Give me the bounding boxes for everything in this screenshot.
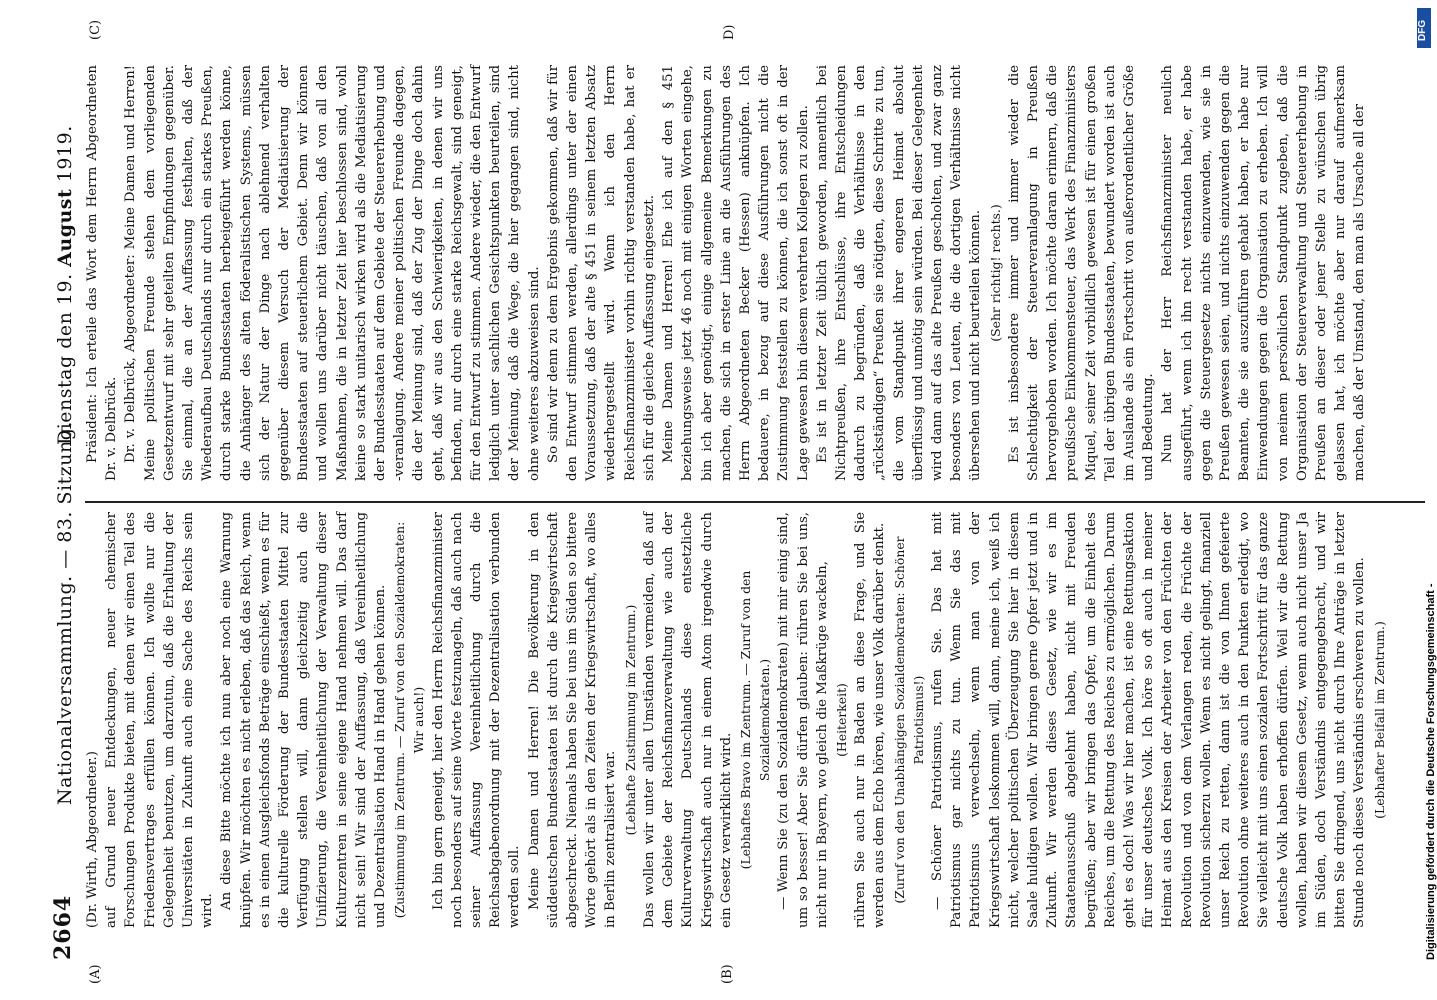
paragraph: Das wollen wir unter allen Umständen vermeiden, daß auf dem Gebiete der Reichsfinanzverwaltung wie auch der Kulturverwaltung Deutschlands diese entsetzliche Kriegswirtschaft auch nur in einem Atom irgendwie durch ein Gesetz verwirklicht wird. <box>641 512 734 928</box>
paragraph: Meine Damen und Herren! Die Bevölkerung in den süddeutschen Bundesstaaten ist durch die Kriegswirtschaft abgeschreckt. Niemals haben Sie bei uns im Süden so bittere Worte gehört als in den Zeiten der Kriegswirtschaft, wo alles in Berlin zentralisiert war. <box>526 512 619 928</box>
stage-direction: (Lebhafter Beifall im Zentrum.) <box>1371 621 1387 819</box>
stage-direction: (Lebhaftes Bravo im Zentrum. — Zuruf von den Sozialdemokraten.) <box>737 570 773 870</box>
paragraph: So sind wir denn zu dem Ergebnis gekommen, daß wir für den Entwurf stimmen werden, allerdings unter der einen Voraussetzung, daß der alte § 451 in seinem letzten Absatz wiederhergestellt wird. Wenn ich den Herrn Reichsfinanzminister vorhin richtig verstanden habe, hat er sich für die gleiche Auffassung eingesetzt. <box>545 65 657 481</box>
paragraph: Dr. v. Delbrück, Abgeordneter: Meine Damen und Herren! Meine politischen Freunde stehen dem vorliegenden Gesetzentwurf mit sehr geteilten Empfindungen gegenüber. Sie einmal, die an der Auffassung festhalten, daß der Wiederaufbau Deutschlands nur durch ein starkes Preußen, durch starke Bundesstaaten herbeigeführt werden könne, die Anhänger des alten föderalistischen Systems, müssen sich der Natur der Dinge nach ablehnend verhalten gegenüber diesem Versuch der Mediatisierung der Bundesstaaten auf steuerlichem Gebiet. Denn wir können und wollen uns darüber nicht täuschen, daß von all den Maßnahmen, die in letzter Zeit hier beschlossen sind, wohl keine so stark unitarisch wirken wird als die Mediatisierung der Bundesstaaten auf dem Gebiete der Steuererhebung und -veranlagung. Andere meiner politischen Freunde dagegen, die der Meinung sind, daß der Zug der Dinge doch dahin geht, daß wir aus den Schwierigkeiten, in denen wir uns befinden, nur durch eine starke Reichsgewalt, sind geneigt, für den Entwurf zu stimmen. Andere wieder, die den Entwurf lediglich unter sachlichen Gesichtspunkten beurteilen, sind der Meinung, daß die Wege, die hier gegangen sind, nicht ohne weiteres abzuweisen sind. <box>123 65 542 481</box>
stage-direction: (Zustimmung im Zentrum. — Zuruf von den Sozialdemokraten: Wir auch!) <box>392 521 427 919</box>
running-head-left: Nationalversammlung. — 83. Sitzung. <box>54 421 76 805</box>
digitization-credit: Digitalisierung gefördert durch die Deutsche Forschungsgemeinschaft - <box>1425 583 1437 960</box>
stage-direction: (Lebhafte Zustimmung im Zentrum.) <box>622 604 638 836</box>
dfg-logo: DFG <box>1417 8 1431 48</box>
margin-mark-d: D) <box>722 24 737 40</box>
right-column <box>83 65 1370 481</box>
stage-direction: (Heiterkeit) <box>833 683 849 757</box>
paragraph: rühren Sie auch nur in Baden an diese Frage, und Sie werden aus dem Echo hören, wie unser Volk darüber denkt. <box>853 512 888 928</box>
stage-direction: (Zuruf von den Unabhängigen Sozialdemokraten: Schöner Patriotismus!) <box>891 536 926 904</box>
speaker-line: (Dr. Wirth, Abgeordneter.) <box>85 751 100 928</box>
paragraph: Ich bin gern geneigt, hier den Herrn Reichsfinanzminister noch besonders auf seine Worte festzunageln, daß auch nach seiner Auffassung Vereinheitlichung durch die Reichsabgabenordnung mit der Dezentralisation verbunden werden soll. <box>430 512 523 928</box>
paragraph: Es ist insbesondere immer und immer wieder die Schlechtigkeit der Steuerveranlagung in Preußen hervorgehoben worden. Ich möchte daran erinnern, daß die preußische Einkommensteuer, das Werk des Finanzministers Miquel, seiner Zeit vorbildlich gewesen ist für einen großen Teil der übrigen Bundesstaaten, bewundert worden ist auch im Auslande als ein Fortschritt von außerordentlicher Größe und Bedeutung. <box>1006 65 1157 481</box>
running-head-right: Dienstag den 19. August 1919. <box>54 125 76 445</box>
left-column <box>83 512 1389 928</box>
margin-mark-c: (C) <box>88 19 103 40</box>
margin-mark-b: (B) <box>720 964 735 984</box>
paragraph: Nun hat der Herr Reichsfinanzminister neulich ausgeführt, wenn ich ihn recht verstanden habe, er habe gegen die Steuergesetze nichts einzuwenden, wie sie in Preußen gewesen seien, und nichts einzuwenden gegen die Beamten, die sie auszuführen gehabt haben, er habe nur Einwendungen gegen die Organisation zu erheben. Ich will von meinem persönlichen Standpunkt zugeben, daß die Organisation der Steuerverwaltung und Steuererhebung in Preußen an dieser oder jener Stelle zu wünschen übrig gelassen hat, ich möchte aber nur darauf aufmerksam machen, daß der Umstand, den man als Ursache all der <box>1160 65 1368 481</box>
paragraph: Präsident: Ich erteile das Wort dem Herrn Abgeordneten Dr. v. Delbrück. <box>85 65 120 481</box>
margin-mark-a: (A) <box>88 964 103 984</box>
page-header <box>0 0 80 1000</box>
paragraph: Meine Damen und Herren! Ehe ich auf den § 451 beziehungsweise jetzt 46 noch mit einigen Worten eingehe, bin ich aber genötigt, einige allgemeine Bemerkungen zu machen, die sich in erster Linie an die Ausführungen des Herrn Abgeordneten Becker (Hessen) anknüpfen. Ich bedauere, in bezug auf diese Ausführungen nicht die Zustimmung feststellen zu können, die ich sonst oft in der Lage gewesen bin diesem verehrten Kollegen zu zollen. <box>661 65 811 481</box>
column-divider <box>85 502 1425 504</box>
paragraph: auf Grund neuer Entdeckungen, neuer chemischer Forschungen Produkte bieten, mit denen wir einen Teil des Friedensvertrages erfüllen können. Ich wollte nur die Gelegenheit benutzen, um darzutun, daß die Erhaltung der Universitäten in Zukunft auch eine Sache des Reichs sein wird. <box>104 512 216 928</box>
paragraph: An diese Bitte möchte ich nun aber noch eine Warnung knüpfen. Wir möchten es nicht erleben, daß das Reich, wenn es in einen Ausgleichsfonds Beträge einschießt, wenn es für die kulturelle Förderung der Bundesstaaten Mittel zur Verfügung stellen will, dann gleichzeitig auch die Unifizierung, die Vereinheitlichung der Verwaltung dieser Kulturzentren in seine eigene Hand nehmen will. Das darf nicht sein! Wir sind der Auffassung, daß Vereinheitlichung und Dezentralisation Hand in Hand gehen können. <box>219 512 389 928</box>
page-number: 2664 <box>50 894 76 960</box>
paragraph: Es ist in letzter Zeit üblich geworden, namentlich bei Nichtpreußen, ihre Entschlüsse, ihre Entscheidungen dadurch zu begründen, daß die Verhältnisse in den „rückständigen“ Preußen sie nötigten, diese Schritte zu tun, die vom Standpunkt ihrer engeren Heimat absolut überflüssig und unnötig sein würden. Bei dieser Gelegenheit wird dann auf das alte Preußen gescholten, und zwar ganz besonders von Leuten, die die dortigen Verhältnisse nicht übersehen und nicht beurteilen können. <box>814 65 984 481</box>
stage-direction: (Sehr richtig! rechts.) <box>987 204 1003 342</box>
paragraph: — Wenn Sie (zu den Sozialdemokraten) mit mir einig sind, um so besser! Aber Sie dürfen glauben: rühren Sie bei uns, nicht nur in Bayern, wo gleich die Maßkrüge wackeln, <box>776 512 830 928</box>
paragraph: — Schöner Patriotismus, rufen Sie. Das hat mit Patriotismus gar nichts zu tun. Wenn Sie das mit Patriotismus verwechseln, wenn man von der Kriegswirtschaft loskommen will, dann, meine ich, weiß ich nicht, welcher politischen Überzeugung Sie hier in diesem Saale huldigen wollen. Wir bringen gerne Opfer jetzt und in Zukunft. Wir werden dieses Gesetz, wie wir es im Staatenausschuß abgelehnt haben, nicht mit Freuden begrüßen; aber wir bringen das Opfer, um die Einheit des Reiches, um die Rettung des Reiches zu ermöglichen. Darum geht es doch! Was wir hier machen, ist eine Rettungsaktion für unser deutsches Volk. Ich höre so oft auch in meiner Heimat aus den Kreisen der Arbeiter von den Früchten der Revolution und von dem Verlangen reden, die Früchte der Revolution sicherzu wollen. Wenn es nicht gelingt, finanziell unser Reich zu retten, dann ist die von Ihnen gefeierte Revolution ohne weiteres auch in den Punkten erledigt, wo Sie vielleicht mit uns einen sozialen Fortschritt für das ganze deutsche Volk haben erhoffen dürfen. Weil wir die Rettung wollen, haben wir diesem Gesetz, wenn auch nicht unser Ja im Süden, doch Verständnis entgegengebracht, und wir bitten Sie dringend, uns nicht durch Ihre Anträge in letzter Stunde noch dieses Verständnis erschweren zu wollen. <box>929 512 1368 928</box>
